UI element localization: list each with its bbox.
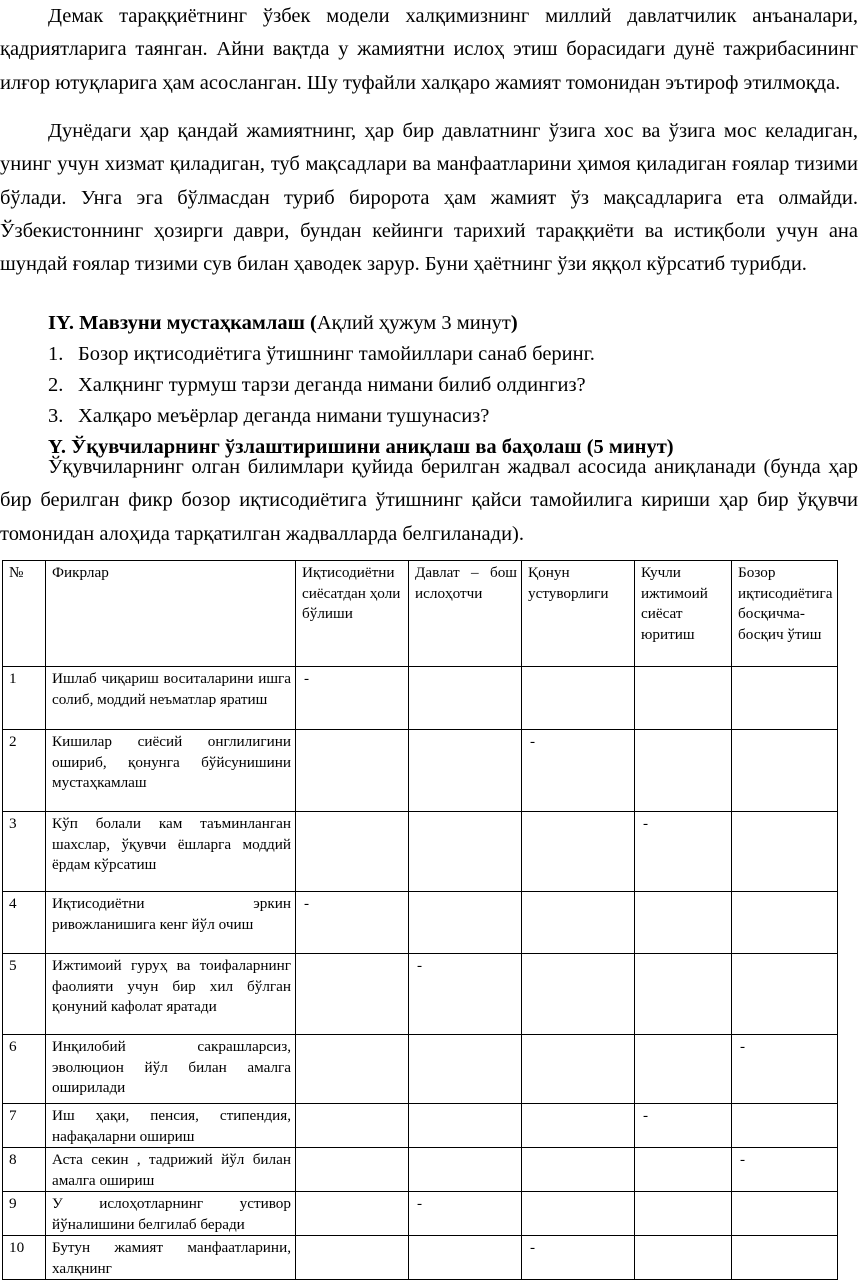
answer-cell: - bbox=[296, 892, 409, 954]
table-row bbox=[3, 1192, 838, 1236]
row-statement: Иқтисодиётни эркин ривожланишига кенг йўл очиш bbox=[46, 892, 296, 954]
table-header-row bbox=[3, 561, 838, 667]
answer-cell: - bbox=[635, 1104, 732, 1148]
answer-cell bbox=[522, 954, 635, 1035]
header-economy-independence: Иқтисодиётни сиёсатдан ҳоли бўлиши bbox=[296, 561, 409, 667]
question-item bbox=[0, 339, 595, 370]
row-number: 3 bbox=[3, 812, 46, 892]
answer-cell bbox=[296, 1236, 409, 1280]
answer-cell bbox=[409, 1148, 522, 1192]
row-statement: У ислоҳотларнинг устивор йўналишини белгилаб беради bbox=[46, 1192, 296, 1236]
paragraph-ideas: Дунёдаги ҳар қандай жамиятнинг, ҳар бир давлатнинг ўзига хос ва ўзига мос келадиган, унинг учун хизмат қиладиган, туб мақсадлари ва манфаатларини ҳимоя қиладиган ғоялар тизими бўлади. Унга эга бўлмасдан туриб биророта ҳам жамият ўз мақсадларига ета олмайди. Ўзбекистоннинг ҳозирги даври, бундан кейинги тарихий тараққиёти ва истиқболи учун ана шундай ғоялар тизими сув билан ҳаводек зарур. Буни ҳаётнинг ўзи яққол кўрсатиб турибди. bbox=[0, 120, 858, 276]
question-text: Бозор иқтисодиётига ўтишнинг тамойиллари санаб беринг. bbox=[78, 343, 595, 365]
answer-cell bbox=[409, 812, 522, 892]
answer-cell bbox=[732, 1236, 838, 1280]
answer-cell bbox=[409, 667, 522, 730]
section-4-close: ) bbox=[510, 312, 518, 334]
answer-cell bbox=[732, 954, 838, 1035]
table-row bbox=[3, 1148, 838, 1192]
row-statement: Кўп болали кам таъминланган шахслар, ўқувчи ёшларга моддий ёрдам кўрсатиш bbox=[46, 812, 296, 892]
header-rule-of-law: Қонун устуворлиги bbox=[522, 561, 635, 667]
answer-cell bbox=[635, 730, 732, 812]
table-row bbox=[3, 730, 838, 812]
answer-cell bbox=[409, 730, 522, 812]
row-number: 7 bbox=[3, 1104, 46, 1148]
paragraph-intro: Демак тараққиётнинг ўзбек модели халқимизнинг миллий давлатчилик анъаналари, қадриятларига таянган. Айни вақтда у жамиятни ислоҳ этиш борасидаги дунё тажрибасининг илғор ютуқларига ҳам асосланган. Шу туфайли халқаро жамият томонидан эътироф этилмоқда. bbox=[0, 5, 858, 94]
header-state-reformer: Давлат – бош ислоҳотчи bbox=[409, 561, 522, 667]
paragraph-assessment: Ўқувчиларнинг олган билимлари қуйида берилган жадвал асосида аниқланади (бунда ҳар бир берилган фикр бозор иқтисодиётига ўтишнинг қайси тамойилига кириши ҳар бир ўқувчи томонидан алоҳида тарқатилган жадвалларда белгиланади). bbox=[0, 456, 858, 545]
question-number: 1. bbox=[48, 343, 64, 365]
answer-cell bbox=[732, 812, 838, 892]
answer-cell bbox=[635, 1148, 732, 1192]
answer-cell bbox=[635, 1035, 732, 1104]
answer-cell bbox=[409, 1035, 522, 1104]
answer-cell bbox=[732, 892, 838, 954]
answer-cell bbox=[296, 954, 409, 1035]
row-number: 9 bbox=[3, 1192, 46, 1236]
answer-cell: - bbox=[635, 812, 732, 892]
answer-cell: - bbox=[522, 730, 635, 812]
row-number: 4 bbox=[3, 892, 46, 954]
answer-cell bbox=[296, 812, 409, 892]
answer-cell bbox=[732, 730, 838, 812]
section-5-heading: Y. Ўқувчиларнинг ўзлаштиришини аниқлаш ва баҳолаш (5 минут) bbox=[48, 436, 674, 458]
answer-cell bbox=[522, 1104, 635, 1148]
answer-cell bbox=[409, 892, 522, 954]
answer-cell bbox=[409, 1236, 522, 1280]
answer-cell bbox=[522, 1192, 635, 1236]
answer-cell bbox=[732, 667, 838, 730]
row-number: 2 bbox=[3, 730, 46, 812]
question-text: Халқаро меъёрлар деганда нимани тушунасиз? bbox=[78, 405, 490, 427]
answer-cell bbox=[522, 667, 635, 730]
row-number: 10 bbox=[3, 1236, 46, 1280]
row-number: 8 bbox=[3, 1148, 46, 1192]
answer-cell bbox=[522, 1035, 635, 1104]
answer-cell bbox=[635, 892, 732, 954]
table-row bbox=[3, 1035, 838, 1104]
table-row bbox=[3, 812, 838, 892]
answer-cell bbox=[635, 1236, 732, 1280]
answer-cell bbox=[409, 1104, 522, 1148]
answer-cell: - bbox=[409, 1192, 522, 1236]
answer-cell: - bbox=[409, 954, 522, 1035]
question-text: Халқнинг турмуш тарзи деганда нимани билиб олдингиз? bbox=[78, 374, 586, 396]
table-row bbox=[3, 954, 838, 1035]
row-statement: Иш ҳақи, пенсия, стипендия, нафақаларни ошириш bbox=[46, 1104, 296, 1148]
answer-cell bbox=[296, 1035, 409, 1104]
answer-cell bbox=[732, 1192, 838, 1236]
row-statement: Бутун жамият манфаатларини, халқнинг bbox=[46, 1236, 296, 1280]
answer-cell: - bbox=[522, 1236, 635, 1280]
header-number: № bbox=[3, 561, 46, 667]
answer-cell bbox=[732, 1104, 838, 1148]
answer-cell bbox=[296, 1148, 409, 1192]
row-number: 6 bbox=[3, 1035, 46, 1104]
row-statement: Инқилобий сакрашларсиз, эволюцион йўл билан амалга оширилади bbox=[46, 1035, 296, 1104]
answer-cell bbox=[522, 812, 635, 892]
answer-cell bbox=[296, 1104, 409, 1148]
answer-cell bbox=[635, 1192, 732, 1236]
table-row bbox=[3, 892, 838, 954]
row-number: 1 bbox=[3, 667, 46, 730]
answer-cell bbox=[635, 667, 732, 730]
row-statement: Аста секин , тадрижий йўл билан амалга ошириш bbox=[46, 1148, 296, 1192]
answer-cell bbox=[296, 730, 409, 812]
section-4-heading bbox=[0, 308, 518, 339]
header-gradual-transition: Бозор иқтисодиётига босқичма-босқич ўтиш bbox=[732, 561, 838, 667]
table-row bbox=[3, 1104, 838, 1148]
answer-cell: - bbox=[732, 1035, 838, 1104]
row-statement: Ижтимоий гуруҳ ва тоифаларнинг фаолияти учун бир хил бўлган қонуний кафолат яратади bbox=[46, 954, 296, 1035]
answer-cell bbox=[296, 1192, 409, 1236]
section-4-note: Ақлий ҳужум 3 минут bbox=[316, 312, 511, 334]
table-row bbox=[3, 667, 838, 730]
answer-cell: - bbox=[296, 667, 409, 730]
question-item bbox=[0, 401, 489, 432]
question-item bbox=[0, 370, 586, 401]
assessment-table bbox=[2, 560, 838, 1280]
answer-cell bbox=[635, 954, 732, 1035]
section-4-title: IY. Мавзуни мустаҳкамлаш ( bbox=[48, 312, 317, 334]
header-social-policy: Кучли ижтимоий сиёсат юритиш bbox=[635, 561, 732, 667]
header-ideas: Фикрлар bbox=[46, 561, 296, 667]
table-row bbox=[3, 1236, 838, 1280]
question-number: 2. bbox=[48, 374, 64, 396]
answer-cell: - bbox=[732, 1148, 838, 1192]
row-number: 5 bbox=[3, 954, 46, 1035]
answer-cell bbox=[522, 892, 635, 954]
question-number: 3. bbox=[48, 405, 64, 427]
answer-cell bbox=[522, 1148, 635, 1192]
row-statement: Ишлаб чиқариш воситаларини ишга солиб, моддий неъматлар яратиш bbox=[46, 667, 296, 730]
row-statement: Кишилар сиёсий онглилигини ошириб, қонунга бўйсунишини мустаҳкамлаш bbox=[46, 730, 296, 812]
